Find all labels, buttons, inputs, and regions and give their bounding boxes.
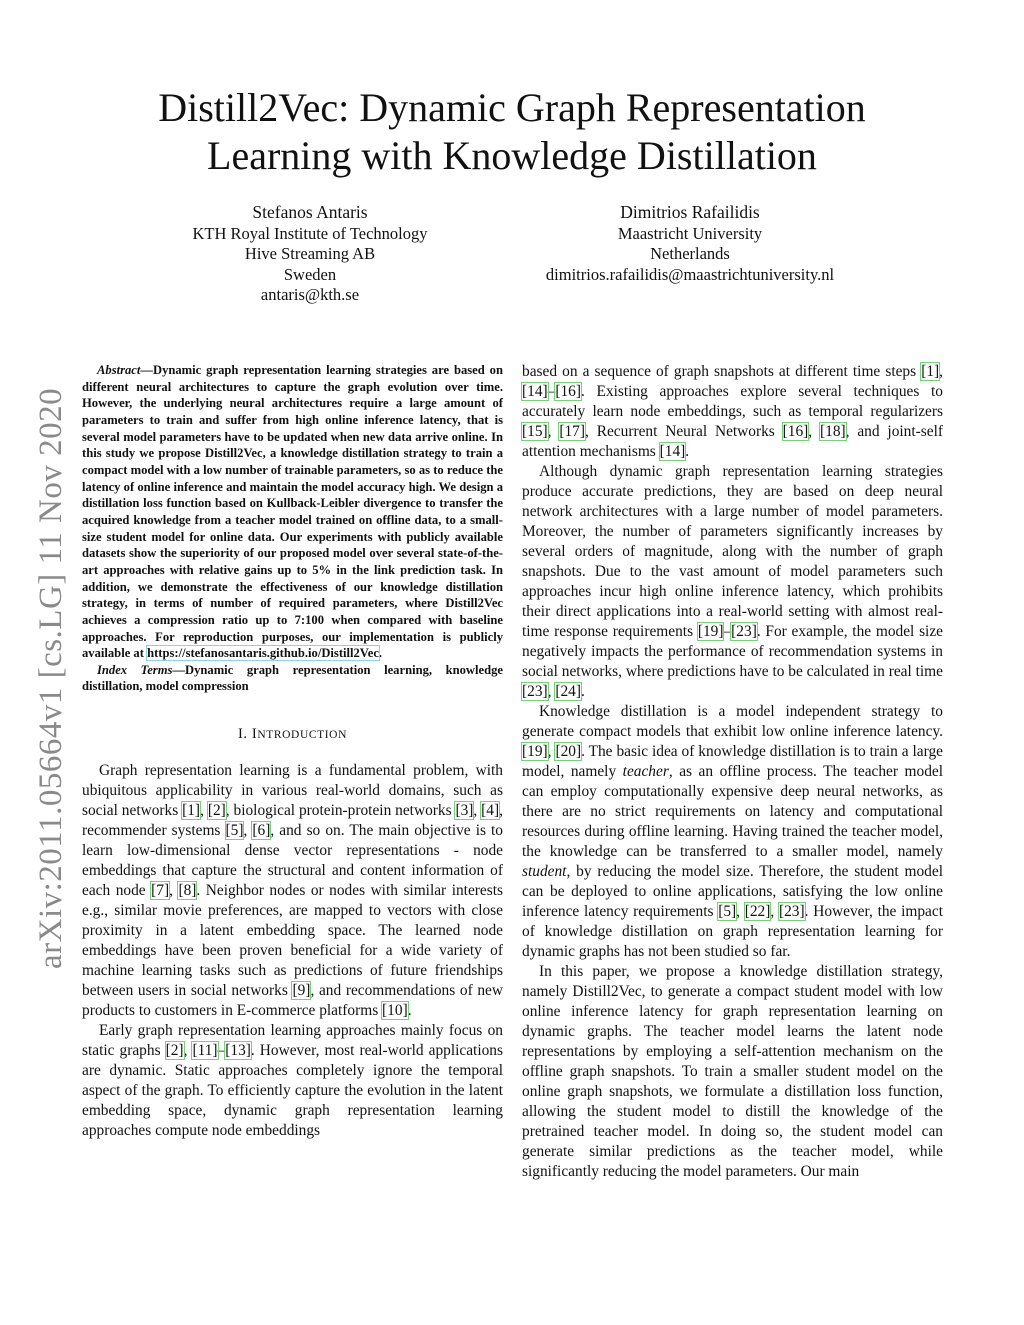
abstract-label: Abstract [97, 363, 141, 377]
paragraph-text: , and recommendations of new products to customers in E-commerce platforms [82, 982, 503, 1020]
citation-link[interactable]: [6] [252, 822, 271, 840]
citation-link[interactable]: [5] [718, 903, 737, 920]
citation-link[interactable]: [24] [555, 683, 582, 700]
abstract-end: . [378, 646, 383, 661]
citation-link[interactable]: [23] [778, 903, 805, 920]
citation-link[interactable]: [2] [165, 1042, 184, 1060]
body-paragraph [522, 362, 943, 462]
citation-link[interactable]: [20] [555, 743, 582, 760]
citation-link[interactable]: [13] [225, 1042, 251, 1060]
author-affiliation: Maastricht University [617, 223, 763, 243]
author-name: Dimitrios Rafailidis [620, 202, 760, 222]
title-line-1: Distill2Vec: Dynamic Graph Representation [158, 85, 866, 130]
author-block-1 [160, 202, 460, 306]
paper-title [100, 84, 924, 180]
paragraph-text: – [217, 1042, 226, 1060]
paragraph-text: Knowledge distillation is a model independent strategy to generate compact models that exhibit low online inference latency. [522, 703, 943, 740]
paragraph-text: Graph representation learning is a fundamental problem, with ubiquitous applicability in various real-world domains, such as social networks [82, 762, 503, 820]
paragraph-text: , biological protein-protein networks [225, 802, 456, 820]
citation-link[interactable]: [3] [455, 802, 474, 820]
abstract-body: Dynamic graph representation learning strategies are based on different neural architectures to capture the graph evolution over time. However, the underlying neural architectures require a large amount of parameters to train and suffer from high online inference latency, that is several model parameters have to be updated when new data arrive online. In this study we propose Distill2Vec, a knowledge distillation strategy to train a compact model with a low number of trainable parameters, so as to reduce the latency of online inference and maintain the model accuracy high. We design a distillation loss function based on Kullback-Leibler divergence to transfer the acquired knowledge from a teacher model trained on offline data, to a small-size student model for online data. Our experiments with publicly available datasets show the superiority of our proposed model over several state-of-the-art approaches with relative gains up to 5% in the link prediction task. In addition, we demonstrate the effectiveness of our knowledge distillation strategy, in terms of number of required parameters, where Distill2Vec achieves a compression ratio up to 7:100 when compared with baseline approaches. For reproduction purposes, our implementation is publicly available at [82, 363, 503, 661]
index-terms-dash: — [172, 662, 185, 677]
paragraph-text: . The basic idea of knowledge distillation is to train a large model, namely [522, 743, 943, 780]
emphasized-term: student [522, 863, 567, 880]
citation-link[interactable]: [1] [921, 363, 940, 380]
author-name: Stefanos Antaris [252, 202, 368, 222]
paragraph-text: , [169, 882, 179, 900]
paragraph-text: . Existing approaches explore several techniques to accurately learn node embeddings, such as temporal regularizers [522, 383, 943, 420]
body-paragraph [82, 761, 503, 1021]
paragraph-text: – [547, 383, 556, 400]
paragraph-text: In this paper, we propose a knowledge distillation strategy, namely Distill2Vec, to generate a compact student model with low online inference latency for graph representation learning on dynamic graphs. The teacher model learns the latent node representations by employing a self-attention mechanism on the offline graph snapshots. To train a smaller student model on the online graph snapshots, we formulate a distillation loss function, allowing the student model to distill the knowledge of the pretrained teacher model. In doing so, the student model can generate similar predictions as the teacher model, while significantly reducing the model parameters. Our main [522, 963, 943, 1180]
paragraph-text: , and so on. The main objective is to learn low-dimensional dense vector representations - node embeddings that capture the structural and content information of each node [82, 822, 504, 900]
paragraph-text: . For example, the model size negatively impacts the performance of recommendation systems in social networks, where predictions have to be calculated in real time [522, 623, 943, 680]
author-affiliation: KTH Royal Institute of Technology [192, 223, 428, 243]
paragraph-text: . However, most real-world applications are dynamic. Static approaches completely ignore the temporal aspect of the graph. To efficiently capture the evolution in the latent embedding space, dynamic graph representation learning approaches compute node embeddings [82, 1042, 503, 1140]
section-number: I. [238, 726, 252, 743]
left-column [82, 362, 503, 1141]
paragraph-text: , [808, 423, 820, 440]
citation-link[interactable]: [5] [225, 822, 244, 840]
paragraph-text: , [473, 802, 482, 820]
body-paragraph [522, 962, 943, 1182]
citation-link[interactable]: [18] [820, 423, 846, 440]
paragraph-text: , [547, 423, 560, 440]
citation-link[interactable]: [14] [659, 443, 686, 460]
paragraph-text: – [723, 623, 732, 640]
author-email[interactable]: antaris@kth.se [260, 285, 360, 304]
paragraph-text: . [581, 683, 585, 700]
paragraph-text: , [200, 802, 208, 820]
emphasized-term: teacher [622, 763, 669, 780]
section-title-initial: I [251, 726, 258, 743]
author-affiliation: Hive Streaming AB [244, 244, 376, 263]
right-column [522, 362, 943, 1182]
implementation-link[interactable]: https://stefanosantaris.github.io/Distill2Vec [147, 646, 379, 661]
citation-link[interactable]: [23] [522, 683, 548, 700]
index-terms [82, 662, 503, 695]
citation-link[interactable]: [17] [559, 423, 586, 440]
author-block-2 [520, 202, 860, 285]
citation-link[interactable]: [4] [481, 802, 500, 820]
author-affiliation: Sweden [283, 264, 337, 284]
abstract-dash: — [140, 363, 153, 377]
citation-link[interactable]: [19] [522, 743, 548, 760]
citation-link[interactable]: [2] [207, 802, 226, 820]
index-terms-label: Index Terms [97, 662, 173, 677]
left-body-text [82, 761, 503, 1141]
paragraph-text: , [939, 363, 943, 380]
citation-link[interactable]: [1] [182, 802, 201, 820]
author-affiliation: Netherlands [650, 244, 730, 263]
paragraph-text: Early graph representation learning approaches mainly focus on static graphs [82, 1022, 503, 1060]
paragraph-text: . However, the impact of knowledge distillation on graph representation learning for dynamic graphs has not been studied so far. [522, 903, 943, 960]
paragraph-text: , by reducing the model size. Therefore, the student model can be deployed to online applications, satisfying the low online inference latency requirements [522, 863, 943, 920]
section-title-rest: NTRODUCTION [257, 729, 347, 742]
author-email[interactable]: dimitrios.rafailidis@maastrichtuniversity.nl [545, 264, 835, 284]
abstract [82, 362, 503, 662]
paragraph-text: Although dynamic graph representation learning strategies produce accurate predictions, they are based on deep neural network architectures with a large number of model parameters. Moreover, the number of parameters significantly increases by several orders of magnitude, along with the number of graph snapshots. Due to the vast amount of model parameters such approaches incur high online inference latency, which prohibits their direct applications into a real-world setting with almost real-time response requirements [522, 463, 943, 640]
paragraph-text: , [183, 1042, 193, 1060]
body-paragraph [522, 702, 943, 962]
body-paragraph [82, 1021, 503, 1141]
index-terms-body: Dynamic graph representation learning, knowledge distillation, model compression [82, 662, 503, 694]
citation-link[interactable]: [14] [522, 383, 548, 400]
paragraph-text: , [736, 903, 745, 920]
body-paragraph [522, 462, 943, 702]
citation-link[interactable]: [16] [555, 383, 582, 400]
citation-link[interactable]: [11] [192, 1042, 218, 1060]
citation-link[interactable]: [23] [731, 623, 757, 640]
citation-link[interactable]: [22] [744, 903, 771, 920]
right-body-text [522, 362, 943, 1182]
paragraph-text: , as an offline process. The teacher model can employ computationally expensive deep neural networks, as there are no strict requirements on latency and computational resources during offline learning. Having trained the teacher model, the knowledge can be transferred to a smaller model, namely [522, 763, 943, 860]
paragraph-text: , [243, 822, 253, 840]
paragraph-text: , [770, 903, 779, 920]
arxiv-identifier: arXiv:2011.05664v1 [cs.LG] 11 Nov 2020 [33, 387, 69, 969]
paragraph-text: , [547, 683, 556, 700]
paragraph-text: , recommender systems [82, 802, 503, 840]
citation-link[interactable]: [10] [382, 1002, 408, 1020]
paragraph-text: . Neighbor nodes or nodes with similar interests e.g., similar movie preferences, are mapped to vectors with close proximity in a latent embedding space. The learned node embeddings have been proven beneficial for a wide variety of machine learning tasks such as predictions of future friendships between users in social networks [82, 882, 503, 1000]
paragraph-text: , and joint-self attention mechanisms [522, 423, 943, 460]
citation-link[interactable]: [16] [782, 423, 809, 440]
paragraph-text: . [685, 443, 690, 460]
citation-link[interactable]: [7] [151, 882, 170, 900]
section-heading-introduction [82, 726, 503, 743]
citation-link[interactable]: [15] [522, 423, 548, 440]
paragraph-text: . [407, 1002, 412, 1020]
title-line-2: Learning with Knowledge Distillation [207, 133, 817, 178]
citation-link[interactable]: [19] [697, 623, 724, 640]
citation-link[interactable]: [8] [178, 882, 197, 900]
paragraph-text: , Recurrent Neural Networks [585, 423, 783, 440]
paragraph-text: , [547, 743, 556, 760]
paragraph-text: based on a sequence of graph snapshots at different time steps [522, 363, 922, 380]
citation-link[interactable]: [9] [292, 982, 311, 1000]
